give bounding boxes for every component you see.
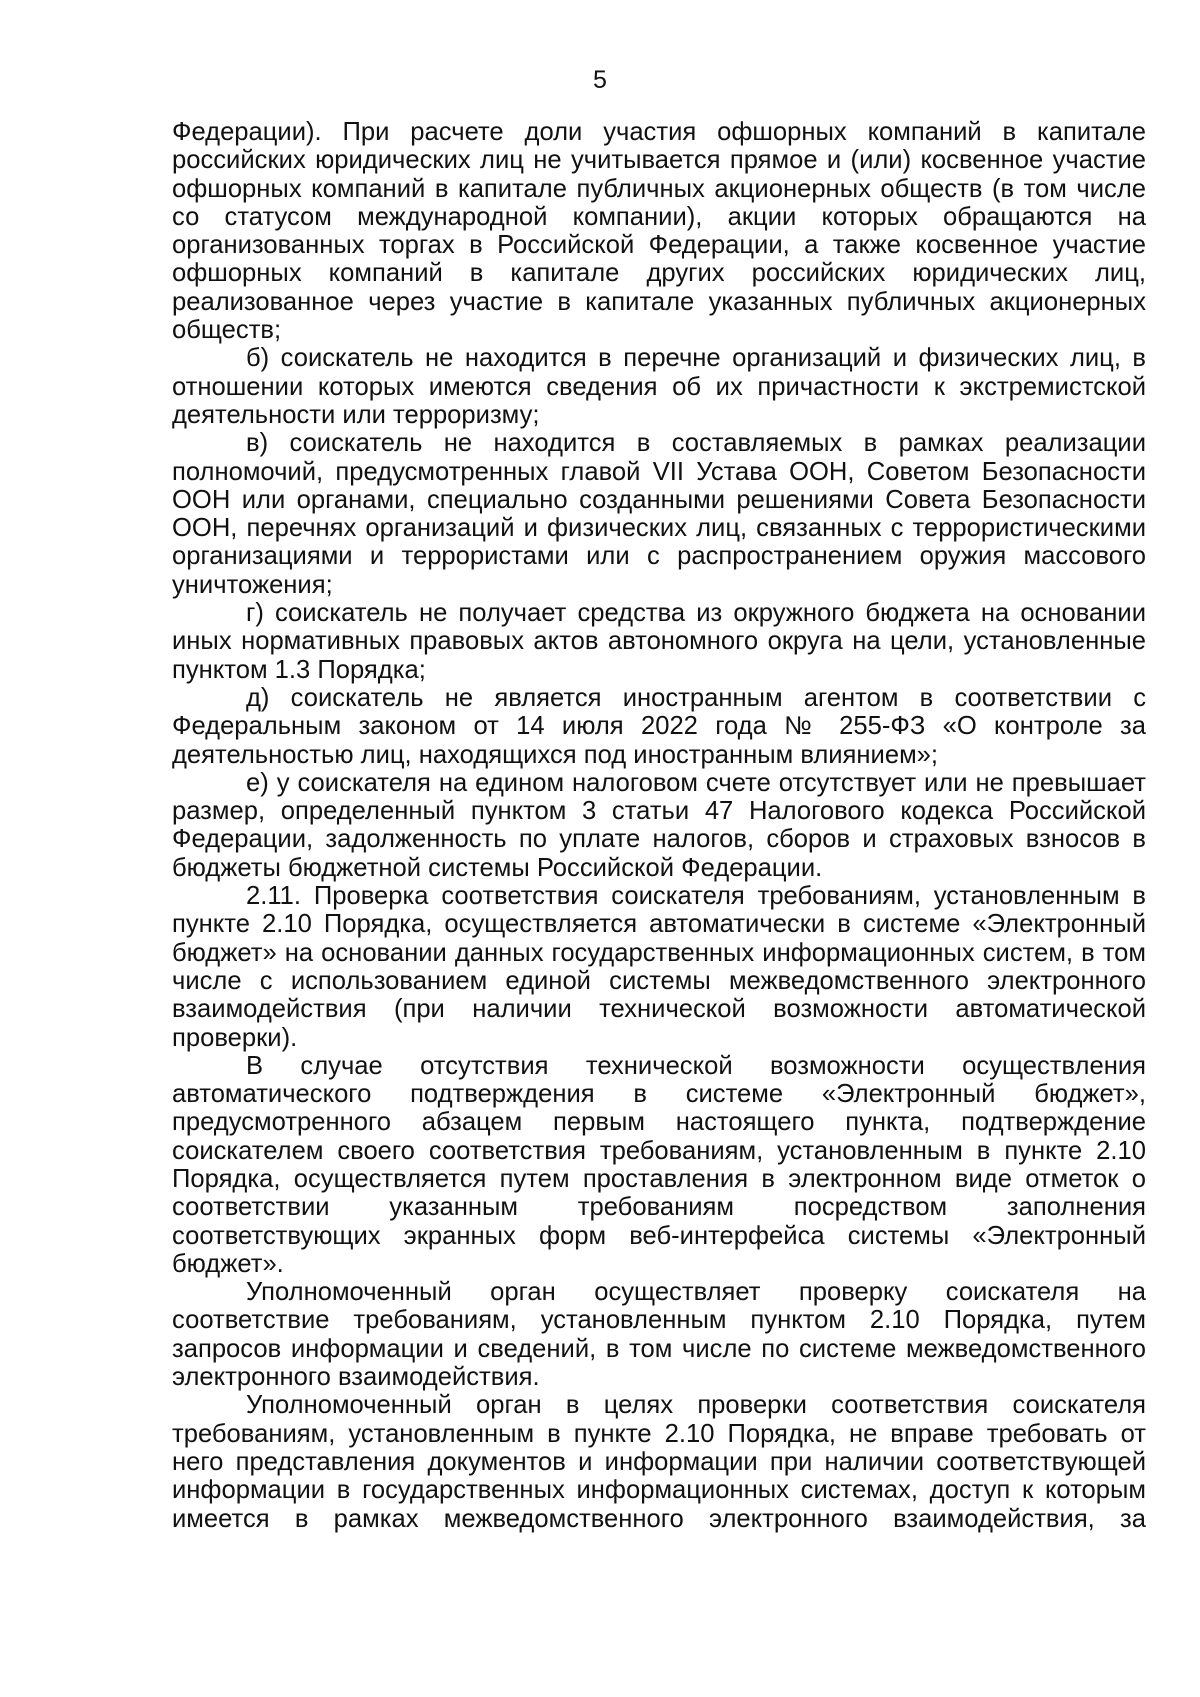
page-number: 5 [593, 66, 607, 94]
paragraph-manual-confirmation: В случае отсутствия технической возможности осуществления автоматического подтверждения в системе «Электронный бюджет», предусмотренного абзацем первым настоящего пункта, подтверждение соискателем своего соответствия требованиям, установленным в пункте 2.10 Порядка, осуществляется путем проставления в электронном виде отметок о соответствии указанным требованиям посредством заполнения соответствующих экранных форм веб-интерфейса системы «Электронный бюджет». [172, 1051, 1146, 1278]
paragraph-continuation: Федерации). При расчете доли участия офшорных компаний в капитале российских юридических лиц не учитывается прямое и (или) косвенное участие офшорных компаний в капитале публичных акционерных обществ (в том числе со статусом международной компании), акции которых обращаются на организованных торгах в Российской Федерации, а также косвенное участие офшорных компаний в капитале других российских юридических лиц, реализованное через участие в капитале указанных публичных акционерных обществ; [172, 118, 1146, 345]
paragraph-item-v: в) соискатель не находится в составляемых в рамках реализации полномочий, предусмотренных главой VII Устава ООН, Советом Безопасности ООН или органами, специально созданными решениями Совета Безопасности ООН, перечнях организаций и физических лиц, связанных с террористическими организациями и террористами или с распространением оружия массового уничтожения; [172, 429, 1146, 599]
paragraph-item-e: е) у соискателя на едином налоговом счете отсутствует или не превышает размер, определенный пунктом 3 статьи 47 Налогового кодекса Российской Федерации, задолженность по уплате налогов, сборов и страховых взносов в бюджеты бюджетной системы Российской Федерации. [172, 768, 1146, 882]
paragraph-item-g: г) соискатель не получает средства из окружного бюджета на основании иных нормативных правовых актов автономного округа на цели, установленные пунктом 1.3 Порядка; [172, 599, 1146, 684]
document-body [172, 118, 1146, 1533]
paragraph-authority-check: Уполномоченный орган осуществляет проверку соискателя на соответствие требованиям, установленным пунктом 2.10 Порядка, путем запросов информации и сведений, в том числе по системе межведомственного электронного взаимодействия. [172, 1278, 1146, 1392]
paragraph-item-b: б) соискатель не находится в перечне организаций и физических лиц, в отношении которых имеются сведения об их причастности к экстремистской деятельности или терроризму; [172, 344, 1146, 429]
paragraph-authority-restriction: Уполномоченный орган в целях проверки соответствия соискателя требованиям, установленным в пункте 2.10 Порядка, не вправе требовать от него представления документов и информации при наличии соответствующей информации в государственных информационных системах, доступ к которым имеется в рамках межведомственного электронного взаимодействия, за [172, 1391, 1146, 1533]
paragraph-clause-2-11: 2.11. Проверка соответствия соискателя требованиям, установленным в пункте 2.10 Порядка, осуществляется автоматически в системе «Электронный бюджет» на основании данных государственных информационных систем, в том числе с использованием единой системы межведомственного электронного взаимодействия (при наличии технической возможности автоматической проверки). [172, 882, 1146, 1052]
paragraph-item-d: д) соискатель не является иностранным агентом в соответствии с Федеральным законом от 14 июля 2022 года № 255-ФЗ «О контроле за деятельностью лиц, находящихся под иностранным влиянием»; [172, 683, 1146, 769]
